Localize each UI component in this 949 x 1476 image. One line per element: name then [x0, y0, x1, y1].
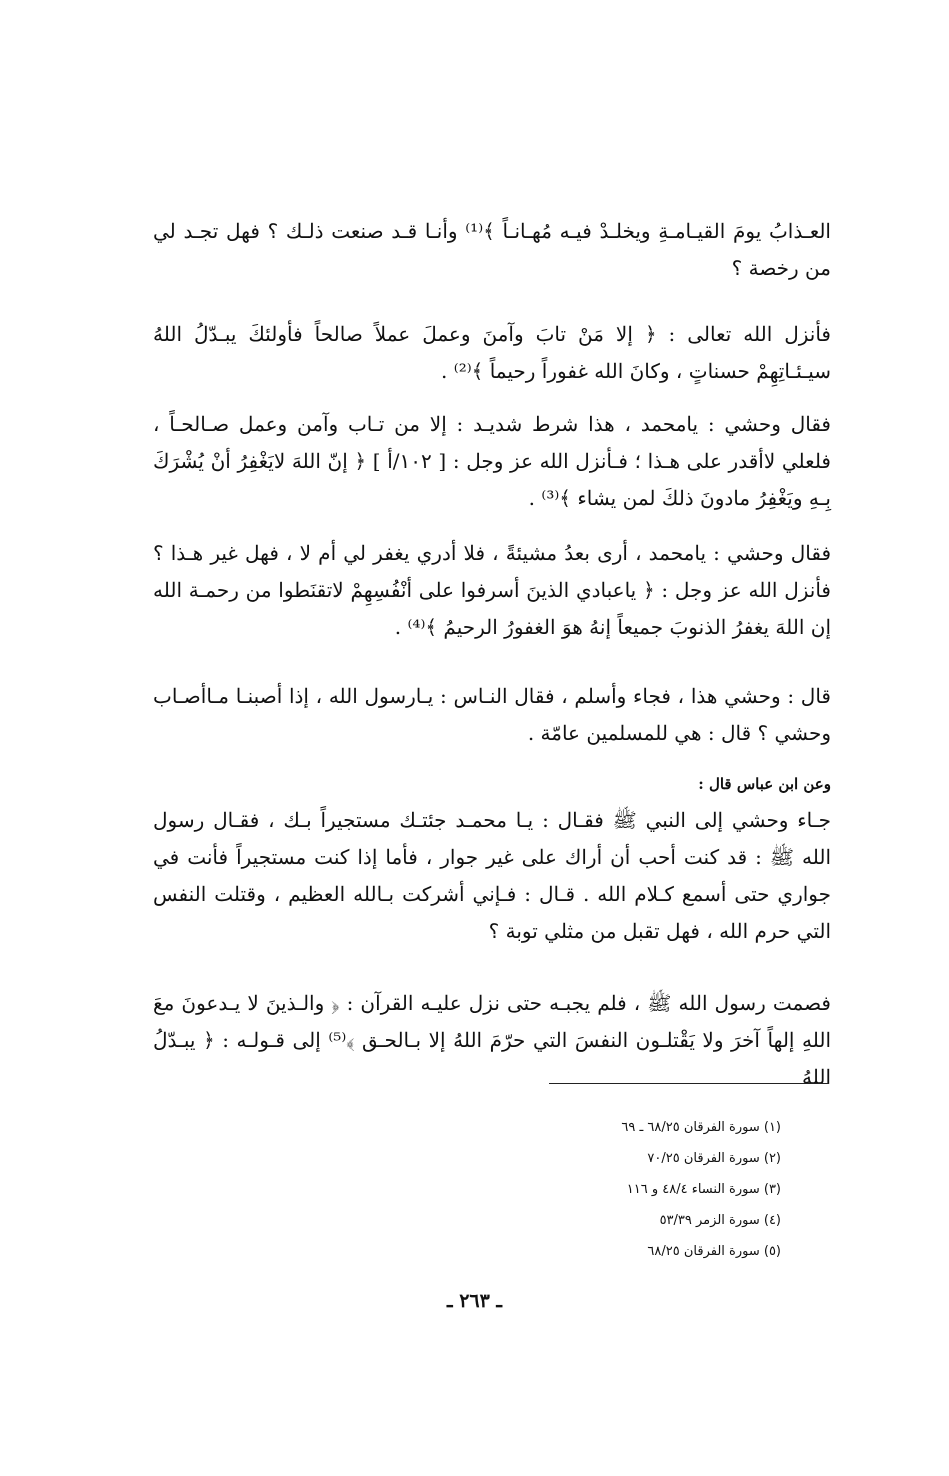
section-heading: وعن ابن عباس قال : [698, 775, 831, 793]
footnote-4: (٤) سورة الزمر ٥٣/٣٩ [659, 1213, 781, 1228]
body-paragraph-7: فصمت رسول الله ﷺ ، فلم يجبـه حتى نزل عليـه القرآن : ﴿ والـذينَ لا يـدعونَ معَ اللهِ إلهاً آخرَ ولا يَقْتلـون النفسَ التي حرّمَ اللهُ إلا بـالحـق ﴾⁽⁵⁾ إلى قـولـه : ﴿ يبـدّلُ اللهُ [153, 991, 832, 1089]
footnote-3: (٣) سورة النساء ٤٨/٤ و ١١٦ [626, 1182, 781, 1197]
body-paragraph-2: فأنزل الله تعالى : ﴿ إلا مَنْ تابَ وآمنَ وعملَ عملاً صالحاً فأولئكَ يبـدّلُ اللهُ سيـئـاتِهِمْ حسناتٍ ، وكانَ الله غفوراً رحيماً ﴾⁽²⁾ . [153, 322, 831, 383]
body-paragraph-3: فقال وحشي : يامحمد ، هذا شرط شديـد : إلا من تـاب وآمن وعمل صـالحـاً ، فلعلي لاأقدر على هـذا ؛ فـأنزل الله عز وجل : [ ١٠٢/أ ] ﴿ إنّ اللهَ لايَغْفِرُ أنْ يُشْرَكَ بِـهِ ويَغْفِرُ مادونَ ذلكَ لمن يشاء ﴾⁽³⁾ . [153, 412, 831, 510]
body-paragraph-4: فقال وحشي : يامحمد ، أرى بعدُ مشيئةً ، فلا أدري يغفر لي أم لا ، فهل غير هـذا ؟ فأنزل الله عز وجل : ﴿ ياعبادي الذينَ أسرفوا على أنْفُسِهِمْ لاتقنَطوا من رحمـة الله إن اللهَ يغفرُ الذنوبَ جميعاً إنهُ هوَ الغفورُ الرحيمُ ﴾⁽⁴⁾ . [153, 541, 831, 639]
footnote-5: (٥) سورة الفرقان ٦٨/٢٥ [647, 1244, 781, 1259]
page-number: ـ ٢٦٣ ـ [447, 1290, 502, 1312]
footnotes-list [621, 1112, 781, 1267]
body-paragraph-5: قال : وحشي هذا ، فجاء وأسلم ، فقال النـاس : يـارسول الله ، إذا أصبنـا مـاأصـاب وحشي ؟ قال : هي للمسلمين عامّة . [153, 684, 831, 745]
footnote-divider [549, 1083, 829, 1084]
footnote-2: (٢) سورة الفرقان ٧٠/٢٥ [647, 1151, 781, 1166]
body-paragraph-1: العـذابُ يومَ القيـامـةِ ويخلـدْ فيـه مُهـانـاً ﴾⁽¹⁾ وأنـا قـد صنعت ذلـك ؟ فهل تجـد لي من رخصة ؟ [153, 219, 831, 280]
footnote-1: (١) سورة الفرقان ٦٨/٢٥ ـ ٦٩ [621, 1120, 781, 1135]
body-paragraph-6: جـاء وحشي إلى النبي ﷺ فقـال : يـا محمـد جئتـك مستجيراً بـك ، فقـال رسول الله ﷺ : قد كنت أحب أن أراك على غير جوار ، فأما إذا كنت مستجيراً فأنت في جواري حتى أسمع كـلام الله . قـال : فـإني أشركت بـالله العظيم ، وقتلت النفس التي حرم الله ، فهل تقبل من مثلي توبة ؟ [153, 808, 831, 943]
